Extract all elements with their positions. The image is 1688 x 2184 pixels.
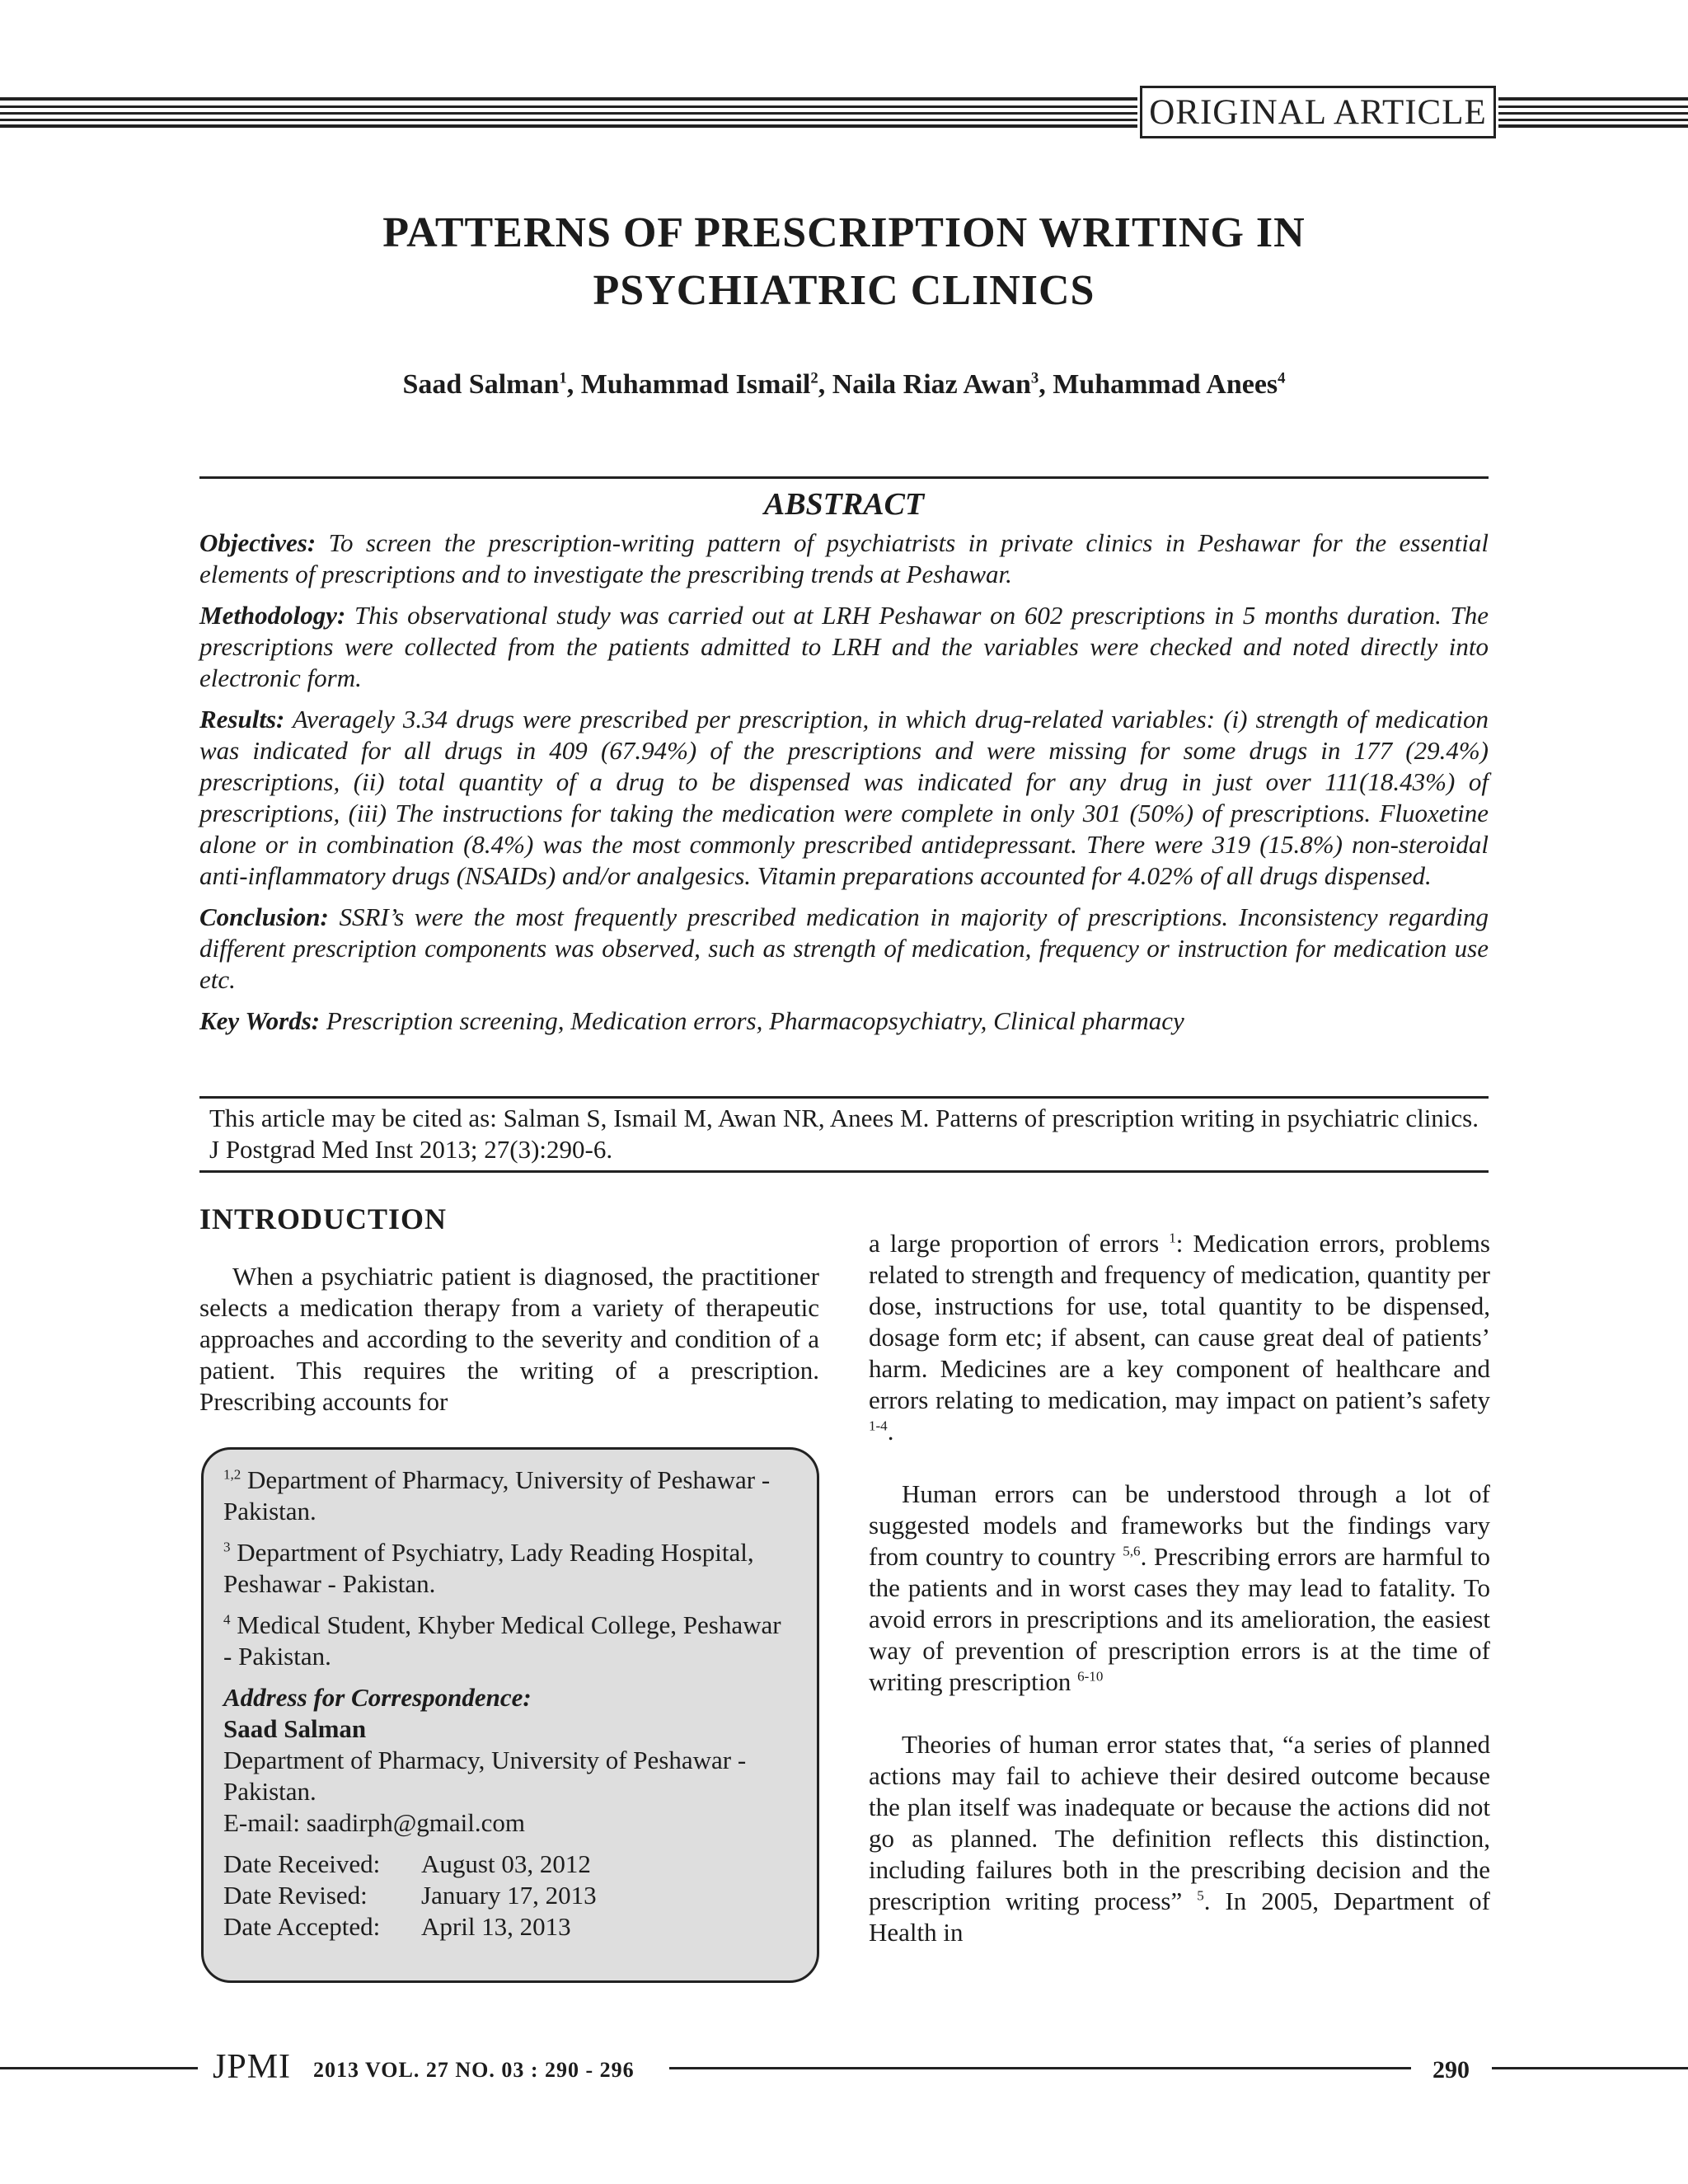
date-label: Date Revised: — [223, 1881, 368, 1910]
affiliation-item — [223, 1610, 795, 1672]
author-list: Saad Salman$^1$, Muhammad Ismail$^2$, Naila Riaz Awan$^3$, Muhammad Anees$^4$ — [402, 369, 1286, 400]
introduction-paragraph-4 — [869, 1729, 1490, 1948]
section-text: To screen the prescription-writing pattern of psychiatrists in private clinics in Peshawar for the essential elements of prescriptions and to investigate the prescribing trends at Peshawar. — [199, 528, 1489, 588]
section-label: Methodology: — [199, 601, 346, 630]
reference-marker: 1-4 — [869, 1418, 888, 1434]
abstract-heading: ABSTRACT — [763, 487, 925, 522]
footer-rule-left — [0, 2067, 198, 2069]
section-label: Results: — [199, 705, 285, 733]
header-rule-right — [1498, 97, 1688, 129]
introduction-paragraph-2 — [869, 1228, 1490, 1447]
citation-bottom-rule — [199, 1170, 1489, 1173]
footer-rule-middle — [669, 2067, 1411, 2069]
correspondence-address: Department of Pharmacy, University of Peshawar - Pakistan. — [223, 1746, 747, 1806]
abstract-results — [199, 704, 1489, 892]
text-run: . In 2005, Department of Health in — [869, 1886, 1490, 1947]
introduction-paragraph-3 — [869, 1479, 1490, 1698]
text-run: Human errors can be understood through a lot of suggested models and frameworks but the findings vary from country to country — [869, 1479, 1490, 1571]
citation-top-rule — [199, 1096, 1489, 1099]
footer-rule-right — [1492, 2067, 1688, 2069]
correspondence-email[interactable]: E-mail: saadirph@gmail.com — [223, 1808, 526, 1837]
section-text: SSRI’s were the most frequently prescribed medication in majority of prescriptions. Inconsistency regarding different prescription components was observed, such as strength of medication, frequency or instruction for medication use etc. — [199, 902, 1489, 994]
text-run: . Prescribing errors are harmful to the patients and in worst cases they may lead to fatality. To avoid errors in prescriptions and its amelioration, the easiest way of prevention of prescription errors is at the time of writing prescription — [869, 1542, 1491, 1696]
author-affiliation-ref: 2 — [810, 369, 818, 387]
section-text: Prescription screening, Medication errors, Pharmacopsychiatry, Clinical pharmacy — [326, 1006, 1184, 1035]
reference-marker: 5 — [1197, 1887, 1204, 1904]
reference-marker: 1 — [1169, 1230, 1176, 1246]
author-name: Muhammad Ismail — [580, 369, 811, 400]
date-value: April 13, 2013 — [421, 1912, 571, 1941]
footer-journal-name: JPMI — [213, 2048, 292, 2086]
reference-marker: 5,6 — [1123, 1543, 1141, 1559]
abstract-keywords — [199, 1005, 1489, 1037]
affiliation-box — [201, 1447, 819, 1983]
section-label: Objectives: — [199, 528, 316, 557]
text-run: : Medication errors, problems related to strength and frequency of medication, quantity per dose, instructions for use, total quantity to be dispensed, dosage form etc; if absent, can cause great deal of patients’ harm. Medicines are a key component of healthcare and errors relating to medication, may impact on patient’s safety — [869, 1229, 1490, 1414]
introduction-paragraph-1: When a psychiatric patient is diagnosed, the practitioner selects a medication therapy from a variety of therapeutic approaches and according to the severity and condition of a patient. This requires the writing of a prescription. Prescribing accounts for — [199, 1262, 819, 1416]
correspondence-name: Saad Salman — [223, 1714, 367, 1743]
date-row — [223, 1911, 795, 1943]
introduction-right-column — [869, 1228, 1490, 1980]
abstract-methodology — [199, 600, 1489, 694]
author-affiliation-ref: 3 — [1030, 369, 1039, 387]
date-label: Date Accepted: — [223, 1912, 381, 1941]
affiliation-text: Department of Psychiatry, Lady Reading Hospital, Peshawar - Pakistan. — [223, 1538, 754, 1598]
correspondence-label: Address for Correspondence: — [223, 1683, 532, 1712]
author-affiliation-ref: 4 — [1278, 369, 1286, 387]
text-run: Theories of human error states that, “a series of planned actions may fail to achieve their desired outcome because the plan itself was inadequate or because the actions did not go as planned. The definition reflects this distinction, including failures both in the prescribing decision and the prescription writing process” — [869, 1730, 1490, 1915]
text-run: a large proportion of errors — [869, 1229, 1170, 1258]
article-title — [165, 204, 1523, 320]
reference-marker: 6-10 — [1077, 1668, 1104, 1685]
introduction-heading: INTRODUCTION — [199, 1202, 448, 1235]
title-line-2: PSYCHIATRIC CLINICS — [593, 267, 1095, 314]
affiliation-ref: 3 — [223, 1539, 231, 1555]
text-run: . — [887, 1417, 894, 1446]
affiliation-ref: 4 — [223, 1611, 231, 1628]
abstract-top-rule — [199, 476, 1489, 479]
abstract-body — [199, 527, 1489, 1047]
date-row — [223, 1880, 795, 1911]
section-text: Averagely 3.34 drugs were prescribed per prescription, in which drug-related variables: (i) strength of medication was indicated for all drugs in 409 (67.94%) of the prescriptions and were missing for some drugs in 177 (29.4%) prescriptions, (ii) total quantity of a drug to be dispensed was indicated for any drug in just over 111(18.43%) of prescriptions, (iii) The instructions for taking the medication were complete in only 301 (50%) of prescriptions. Fluoxetine alone or in combination (8.4%) was the most commonly prescribed antidepressant. There were 319 (15.8%) non-steroidal anti-inflammatory drugs (NSAIDs) and/or analgesics. Vitamin preparations accounted for 4.02% of all drugs dispensed. — [199, 705, 1489, 890]
date-label: Date Received: — [223, 1849, 381, 1878]
author-name: Naila Riaz Awan — [832, 369, 1031, 400]
author-name: Muhammad Anees — [1053, 369, 1278, 400]
section-text: This observational study was carried out at LRH Peshawar on 602 prescriptions in 5 months duration. The prescriptions were collected from the patients admitted to LRH and the variables were checked and noted directly into electronic form. — [199, 601, 1489, 692]
date-value: January 17, 2013 — [421, 1881, 597, 1910]
affiliation-item — [223, 1465, 795, 1527]
header-rule-left — [0, 97, 1137, 129]
footer-page-number: 290 — [1432, 2056, 1470, 2083]
affiliation-text: Department of Pharmacy, University of Peshawar - Pakistan. — [223, 1465, 771, 1526]
affiliation-ref: 1,2 — [223, 1466, 241, 1483]
article-type-label: ORIGINAL ARTICLE — [1140, 86, 1496, 138]
footer-volume: 2013 VOL. 27 NO. 03 : 290 - 296 — [313, 2058, 635, 2082]
abstract-objectives — [199, 527, 1489, 590]
affiliation-item — [223, 1537, 795, 1600]
date-value: August 03, 2012 — [421, 1849, 591, 1878]
author-name: Saad Salman — [402, 369, 560, 400]
author-affiliation-ref: 1 — [559, 369, 567, 387]
title-line-1: PATTERNS OF PRESCRIPTION WRITING IN — [382, 209, 1306, 256]
section-label: Conclusion: — [199, 902, 329, 931]
date-row — [223, 1849, 795, 1880]
article-dates — [223, 1849, 795, 1943]
citation-note: This article may be cited as: Salman S, Ismail M, Awan NR, Anees M. Patterns of prescription writing in psychiatric clinics. J Postgrad Med Inst 2013; 27(3):290-6. — [209, 1104, 1479, 1164]
section-label: Key Words: — [199, 1006, 321, 1035]
affiliation-text: Medical Student, Khyber Medical College, Peshawar - Pakistan. — [223, 1610, 781, 1671]
abstract-conclusion — [199, 902, 1489, 996]
